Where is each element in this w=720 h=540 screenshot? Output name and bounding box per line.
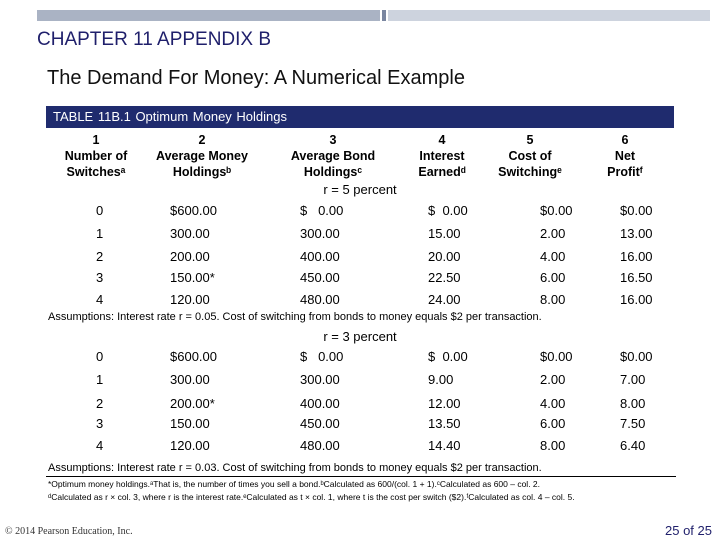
column-label-line2: Switchingᵉ — [498, 165, 562, 179]
column-number: 3 — [329, 133, 337, 147]
table-cell-col4: 22.50 — [428, 270, 461, 285]
table-cell-col5: 6.00 — [540, 416, 566, 431]
table-cell-col3: 450.00 — [300, 270, 340, 285]
table-cell-col5: 6.00 — [540, 270, 566, 285]
table-cell-col1: 4 — [96, 292, 104, 307]
column-number: 2 — [198, 133, 206, 147]
table-cell-col6: 16.00 — [620, 249, 653, 264]
table-cell-col5: 2.00 — [540, 226, 566, 241]
table-bottom-rule — [46, 476, 676, 477]
table-cell-col6: 8.00 — [620, 396, 646, 411]
table-cell-col4: 12.00 — [428, 396, 461, 411]
column-header-1 — [56, 132, 136, 180]
column-label-line1: Number of — [64, 149, 128, 163]
table-title-bar: TABLE 11B.1 Optimum Money Holdings — [46, 106, 674, 128]
table-cell-col5: 8.00 — [540, 438, 566, 453]
column-label-line1: Cost of — [508, 149, 552, 163]
table-cell-col1: 3 — [96, 416, 104, 431]
table-cell-col6: 6.40 — [620, 438, 646, 453]
table-cell-col2: 150.00* — [170, 270, 215, 285]
assumption-note: Assumptions: Interest rate r = 0.05. Cost of switching from bonds to money equals $2 per transaction. — [48, 311, 542, 323]
table-cell-col5: $0.00 — [540, 203, 573, 218]
table-cell-col5: 2.00 — [540, 372, 566, 387]
footnote-line-1: *Optimum money holdings.ᵃThat is, the number of times you sell a bond.ᵇCalculated as 600/(col. 1 + 1).ᶜCalculated as 600 – col. 2. — [48, 479, 541, 489]
table-cell-col4: 13.50 — [428, 416, 461, 431]
column-label-line2: Profitᶠ — [607, 165, 643, 179]
table-cell-col1: 0 — [96, 349, 104, 364]
assumption-note: Assumptions: Interest rate r = 0.03. Cost of switching from bonds to money equals $2 per transaction. — [48, 462, 542, 474]
footnote-line-2: ᵈCalculated as r × col. 3, where r is the interest rate.ᵉCalculated as t × col. 1, where t is the cost per switch ($2).ᶠCalculated as col. 4 – col. 5. — [48, 492, 575, 502]
table-cell-col1: 0 — [96, 203, 104, 218]
column-header-5 — [488, 132, 572, 180]
table-cell-col1: 4 — [96, 438, 104, 453]
column-number: 4 — [438, 133, 446, 147]
column-header-3 — [278, 132, 388, 180]
slide-title: The Demand For Money: A Numerical Example — [47, 67, 465, 89]
table-cell-col3: 480.00 — [300, 292, 340, 307]
column-number: 1 — [92, 133, 100, 147]
table-cell-col4: 15.00 — [428, 226, 461, 241]
column-header-2 — [142, 132, 262, 180]
column-label-line1: Average Bond — [290, 149, 376, 163]
table-cell-col1: 1 — [96, 226, 104, 241]
page-number: 25 of 25 — [665, 523, 712, 538]
column-header-4 — [402, 132, 482, 180]
rate-label: r = 5 percent — [323, 182, 397, 197]
table-cell-col5: $0.00 — [540, 349, 573, 364]
column-label-line2: Holdingsᵇ — [172, 165, 232, 179]
column-label-line2: Holdingsᶜ — [303, 165, 363, 179]
table-cell-col3: 400.00 — [300, 249, 340, 264]
table-cell-col3: $ 0.00 — [300, 349, 344, 364]
column-header-6 — [590, 132, 660, 180]
table-cell-col6: 7.50 — [620, 416, 646, 431]
table-cell-col6: $0.00 — [620, 203, 653, 218]
table-cell-col3: 300.00 — [300, 226, 340, 241]
table-cell-col4: 9.00 — [428, 372, 454, 387]
table-cell-col2: 150.00 — [170, 416, 210, 431]
table-cell-col3: 450.00 — [300, 416, 340, 431]
table-cell-col5: 8.00 — [540, 292, 566, 307]
column-label-line1: Interest — [419, 149, 465, 163]
table-cell-col2: 120.00 — [170, 292, 210, 307]
table-cell-col5: 4.00 — [540, 249, 566, 264]
table-cell-col2: 120.00 — [170, 438, 210, 453]
table-cell-col4: $ 0.00 — [428, 349, 468, 364]
table-cell-col6: 16.50 — [620, 270, 653, 285]
header-accent-bar — [37, 10, 710, 21]
table-cell-col6: 13.00 — [620, 226, 653, 241]
table-cell-col2: $600.00 — [170, 203, 217, 218]
table-cell-col4: 14.40 — [428, 438, 461, 453]
table-cell-col5: 4.00 — [540, 396, 566, 411]
table-cell-col2: $600.00 — [170, 349, 217, 364]
table-cell-col1: 2 — [96, 396, 104, 411]
rate-label: r = 3 percent — [323, 329, 397, 344]
table-cell-col3: 400.00 — [300, 396, 340, 411]
column-label-line1: Net — [614, 149, 636, 163]
copyright-notice: © 2014 Pearson Education, Inc. — [5, 526, 133, 537]
table-cell-col3: 480.00 — [300, 438, 340, 453]
column-number: 5 — [526, 133, 534, 147]
table-cell-col3: $ 0.00 — [300, 203, 344, 218]
table-cell-col1: 3 — [96, 270, 104, 285]
table-cell-col4: 20.00 — [428, 249, 461, 264]
column-label-line2: Earnedᵈ — [418, 165, 466, 179]
table-cell-col1: 1 — [96, 372, 104, 387]
table-cell-col2: 300.00 — [170, 226, 210, 241]
column-label-line1: Average Money — [156, 149, 248, 163]
table-cell-col4: 24.00 — [428, 292, 461, 307]
table-cell-col6: 7.00 — [620, 372, 646, 387]
chapter-heading: CHAPTER 11 APPENDIX B — [37, 29, 272, 50]
table-cell-col6: $0.00 — [620, 349, 653, 364]
table-cell-col2: 300.00 — [170, 372, 210, 387]
table-cell-col4: $ 0.00 — [428, 203, 468, 218]
table-cell-col3: 300.00 — [300, 372, 340, 387]
column-number: 6 — [621, 133, 629, 147]
table-cell-col2: 200.00 — [170, 249, 210, 264]
table-cell-col2: 200.00* — [170, 396, 215, 411]
column-label-line2: Switchesᵃ — [66, 165, 126, 179]
table-cell-col1: 2 — [96, 249, 104, 264]
table-cell-col6: 16.00 — [620, 292, 653, 307]
